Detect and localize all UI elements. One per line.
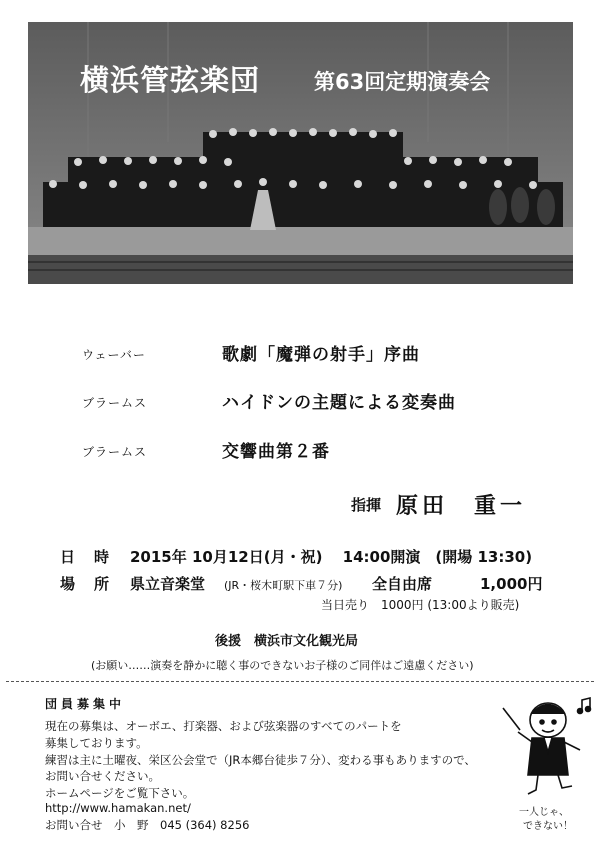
program-work-3: 交響曲第２番 (222, 442, 330, 462)
website-link[interactable]: http://www.hamakan.net/ (45, 801, 191, 815)
conductor-name: 原田 重一 (396, 493, 527, 519)
recruit-line-2: 募集しております。 (45, 736, 148, 750)
recruit-line-1: 現在の募集は、オーボエ、打楽器、および弦楽器のすべてのパートを (45, 719, 402, 733)
program-work-1: 歌劇「魔弾の射手」序曲 (222, 345, 420, 365)
orchestra-name: 横浜管弦楽団 (80, 63, 261, 97)
program-composer-3: ブラームス (82, 445, 148, 459)
door-sales: 当日売り 1000円 (13:00より販売) (321, 598, 520, 612)
cartoon-caption-line-1: 一人じゃ、 (519, 807, 569, 818)
program-composer-1: ウェーバー (82, 348, 146, 362)
concert-title: 第63回定期演奏会 (314, 70, 491, 94)
contact-line: お問い合せ 小 野 045 (364) 8256 (45, 818, 250, 832)
venue-label: 場 所 (60, 575, 112, 593)
seating-type: 全自由席 (372, 575, 433, 593)
orchestra-photo (28, 22, 573, 284)
venue-access: (JR・桜木町駅下車７分) (224, 579, 343, 592)
sponsor: 後援 横浜市文化観光局 (215, 634, 359, 649)
date-label: 日 時 (60, 548, 112, 566)
recruit-title: 団員募集中 (45, 697, 126, 711)
recruit-line-5: ホームページをご覧下さい。 (45, 786, 195, 800)
recruit-line-3: 練習は主に土曜夜、栄区公会堂で（JR本郷台徒歩７分）、変わる事もありますので、 (45, 753, 476, 767)
ticket-price: 1,000円 (480, 575, 543, 593)
recruit-line-4: お問い合せください。 (45, 769, 160, 783)
date-value: 2015年 10月12日(月・祝) 14:00開演 (開場 13:30) (130, 548, 533, 566)
conductor-cartoon-icon (498, 690, 598, 805)
cartoon-caption-line-2: できない！ (523, 821, 573, 832)
program-composer-2: ブラームス (82, 396, 148, 410)
notice: (お願い……演奏を静かに聴く事のできないお子様のご同伴はご遠慮ください) (91, 659, 474, 672)
program-work-2: ハイドンの主題による変奏曲 (222, 393, 456, 413)
conductor-label: 指揮 (351, 496, 382, 514)
venue-name: 県立音楽堂 (130, 575, 206, 593)
